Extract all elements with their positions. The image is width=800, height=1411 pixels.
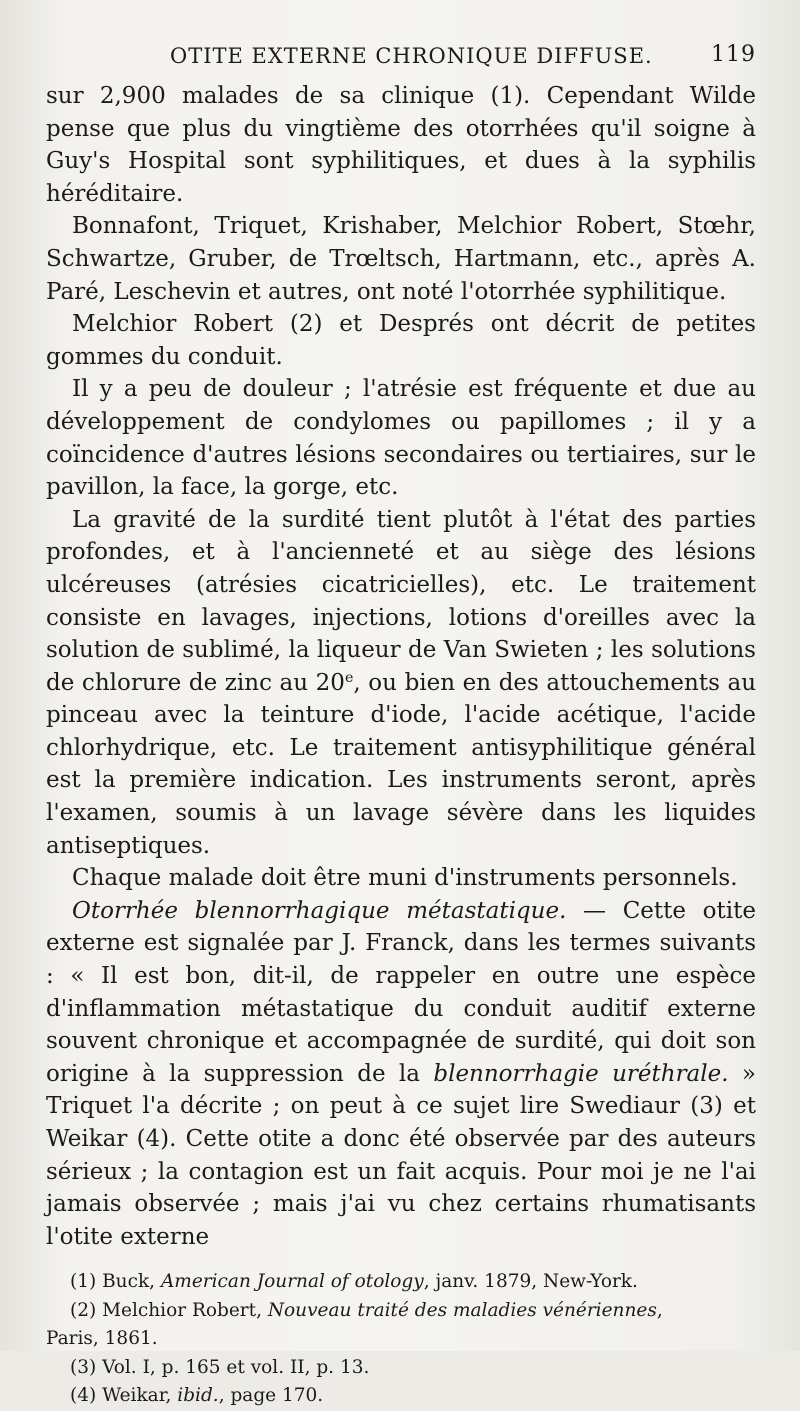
- footnote-2-title: Nouveau traité des maladies vénériennes: [267, 1299, 657, 1321]
- section-heading-italic: Otorrhée blennorrhagique métastatique.: [72, 897, 567, 924]
- footnote-4: [70, 1382, 756, 1411]
- paragraph-5: [46, 504, 756, 863]
- footnotes: [46, 1268, 756, 1411]
- page-number: 119: [711, 42, 756, 67]
- footnote-1-rest: , janv. 1879, New-York.: [423, 1271, 638, 1293]
- footnote-2-comma: ,: [656, 1299, 663, 1321]
- paragraph-3: Melchior Robert (2) et Després ont décrit de petites gommes du conduit.: [46, 311, 756, 370]
- italic-term: blennorrhagie uréthrale.: [433, 1060, 729, 1087]
- paragraph-4: Il y a peu de douleur ; l'atrésie est fréquente et due au développement de condylomes ou papillomes ; il y a coïncidence d'autres lésions secondaires ou tertiaires, sur le pavillon, la face, la gorge, etc.: [46, 376, 756, 501]
- paragraph-5-text-b: , ou bien en des attouchements au pinceau avec la teinture d'iode, l'acide acétique, l'acide chlorhydrique, etc. Le traitement antisyphilitique général est la première indication. Les instruments seront, après l'examen, soumis à un lavage sévère dans les liquides antiseptiques.: [46, 669, 757, 859]
- paragraph-6: Chaque malade doit être muni d'instruments personnels.: [72, 865, 738, 892]
- footnote-2-continuation: Paris, 1861.: [46, 1328, 158, 1350]
- running-head: [46, 36, 756, 80]
- footnote-2: [70, 1297, 756, 1326]
- footnote-1-marker: (1) Buck,: [70, 1271, 161, 1293]
- footnote-1-title: American Journal of otology: [160, 1271, 424, 1293]
- footnote-2-marker: (2) Melchior Robert,: [70, 1299, 268, 1321]
- paragraph-7: [46, 895, 756, 1254]
- paragraph-2: Bonnafont, Triquet, Krishaber, Melchior Robert, Stœhr, Schwartze, Gruber, de Trœltsch, Hartmann, etc., après A. Paré, Leschevin et autres, ont noté l'otorrhée syphilitique.: [46, 213, 756, 305]
- footnote-4-marker: (4) Weikar,: [70, 1385, 178, 1407]
- running-title: OTITE EXTERNE CHRONIQUE DIFFUSE.: [170, 44, 653, 68]
- paragraph-1: sur 2,900 malades de sa clinique (1). Cependant Wilde pense que plus du vingtième des otorrhées qu'il soigne à Guy's Hospital sont syphilitiques, et dues à la syphilis héréditaire.: [46, 83, 756, 207]
- footnote-4-ibid: ibid.: [177, 1385, 219, 1407]
- paragraph-7-text-a: — Cette otite externe est signalée par J. Franck, dans les termes suivants : « Il est bon, dit-il, de rappeler en outre une espèce d'inflammation métastatique du conduit auditif externe souvent chronique et accompagnée de surdité, qui doit son origine à la suppression de la: [46, 897, 756, 1087]
- body-text: [46, 80, 756, 1253]
- paragraph-7-text-b: » Triquet l'a décrite ; on peut à ce sujet lire Swediaur (3) et Weikar (4). Cette otite a donc été observée par des auteurs sérieux ; la contagion est un fait acquis. Pour moi je ne l'ai jamais observée ; mais j'ai vu chez certains rhumatisants l'otite externe: [46, 1060, 756, 1250]
- footnote-1: [70, 1268, 756, 1297]
- paragraph-5-text-a: La gravité de la surdité tient plutôt à l'état des parties profondes, et à l'ancienneté et au siège des lésions ulcéreuses (atrésies cicatricielles), etc. Le traitement consiste en lavages, injections, lotions d'oreilles avec la solution de sublimé, la liqueur de Van Swieten ; les solutions de chlorure de zinc au 20: [46, 506, 756, 696]
- footnote-3: (3) Vol. I, p. 165 et vol. II, p. 13.: [70, 1356, 370, 1378]
- ordinal-superscript: e: [344, 669, 354, 686]
- footnote-4-rest: , page 170.: [218, 1385, 324, 1407]
